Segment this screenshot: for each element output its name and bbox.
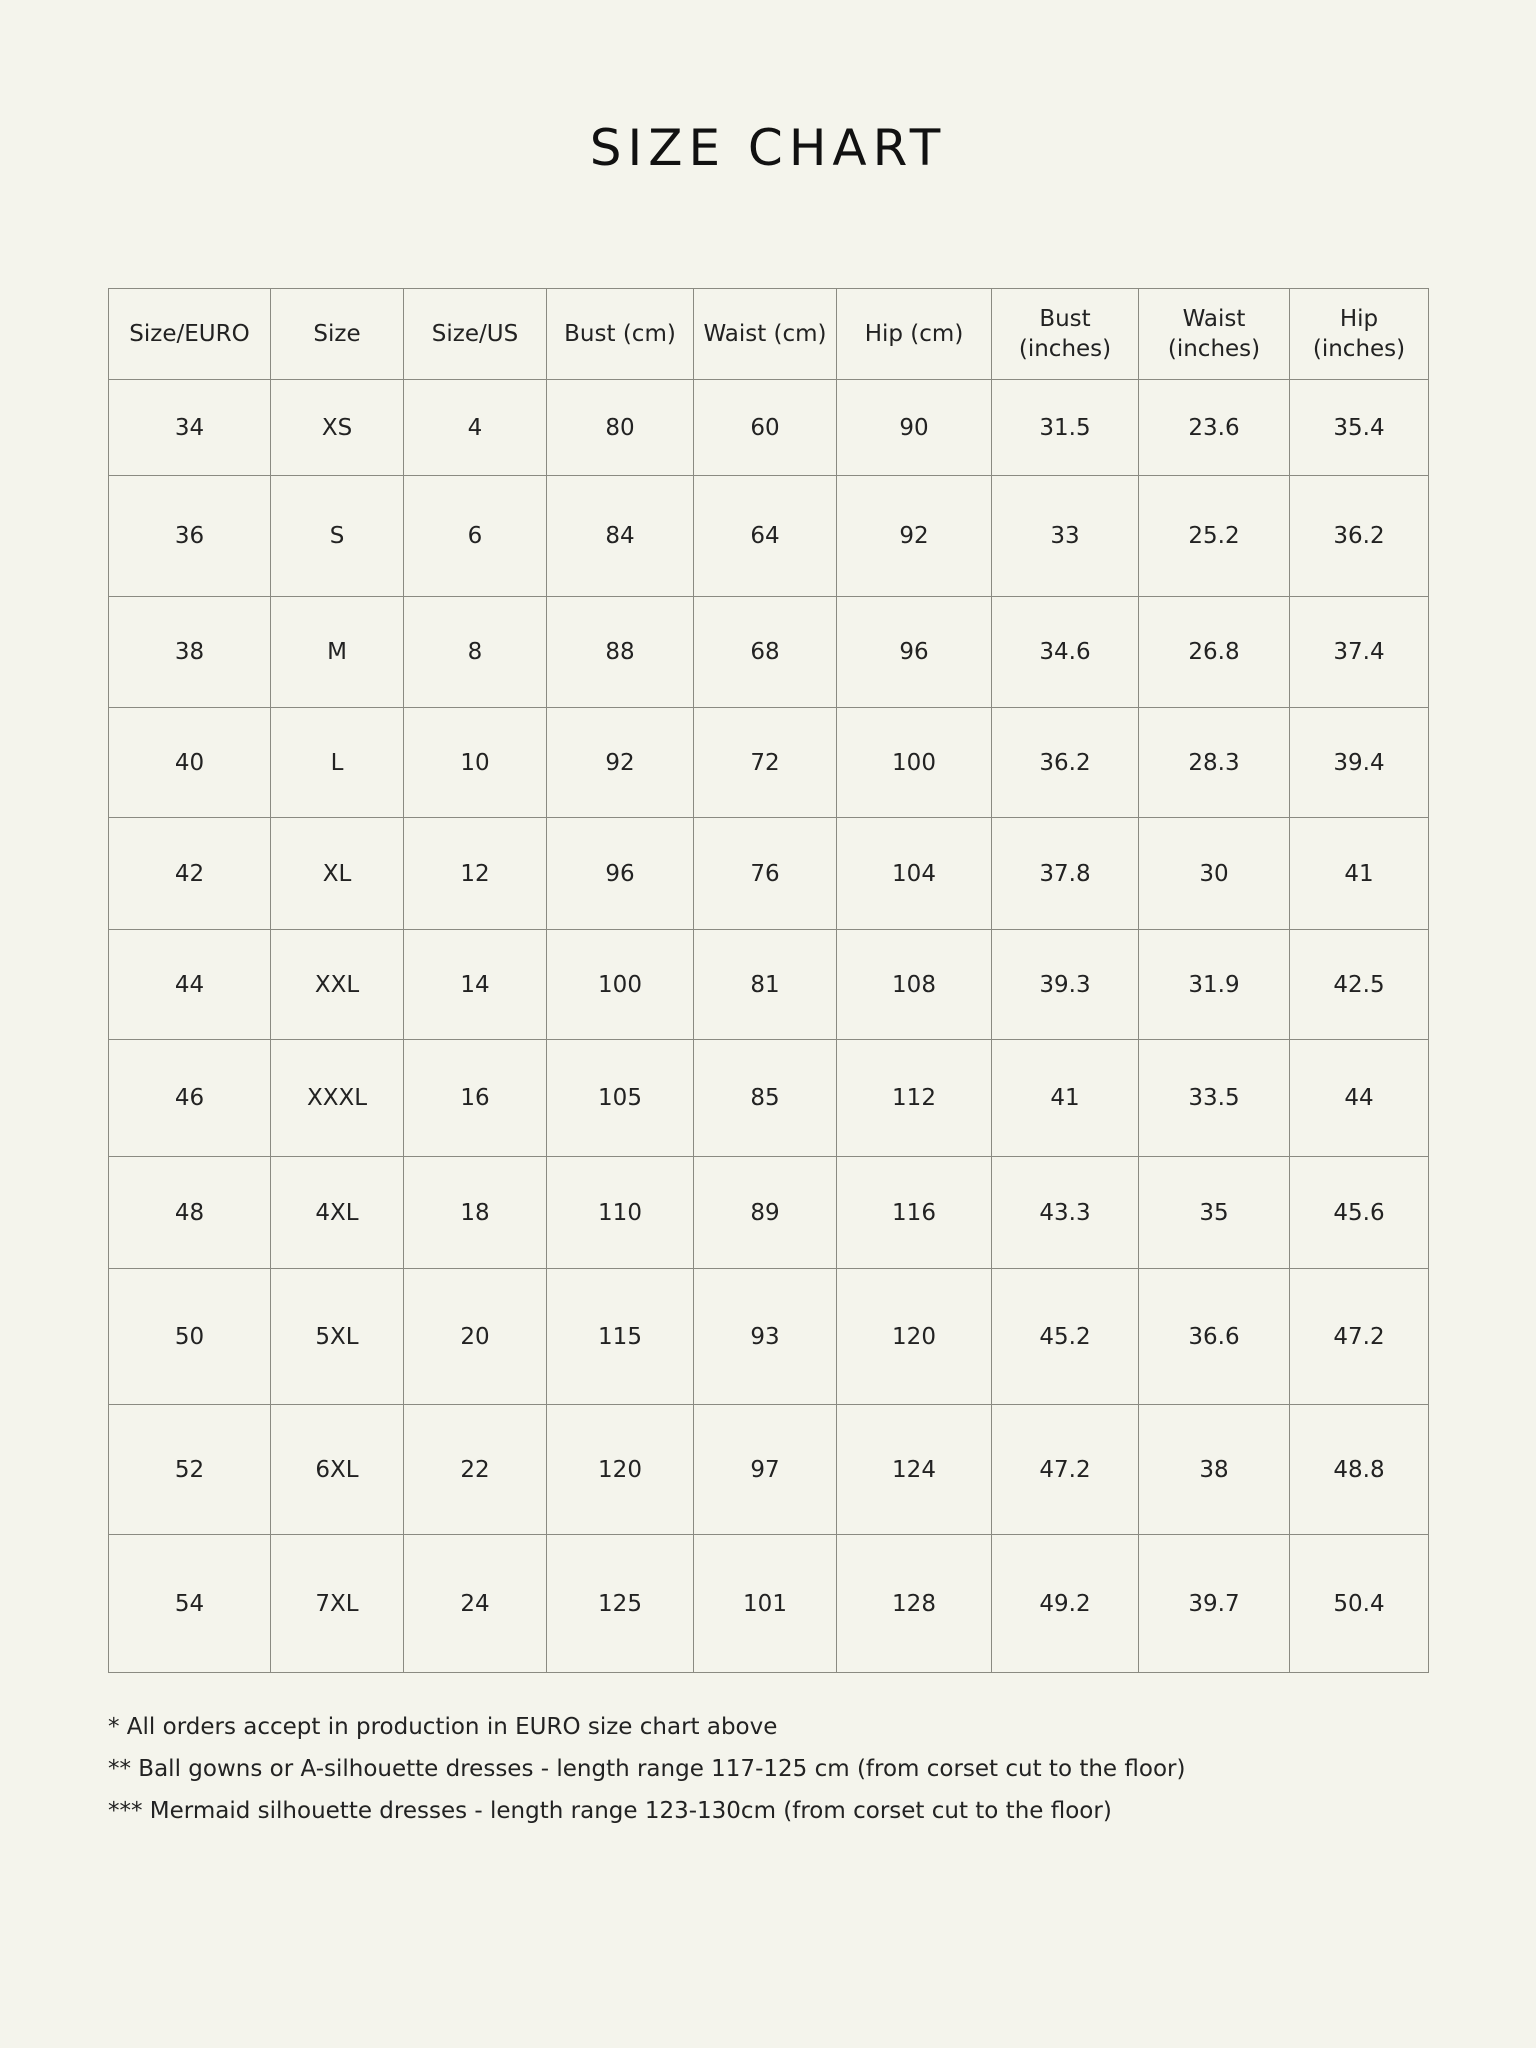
table-row: [109, 597, 1429, 708]
cell-waist-inches: 26.8: [1139, 597, 1290, 708]
cell-bust-inches: 37.8: [992, 818, 1139, 930]
table-row: [109, 1157, 1429, 1269]
cell-bust-inches: 33: [992, 476, 1139, 597]
cell-waist-inches: 23.6: [1139, 380, 1290, 476]
cell-bust-cm: 96: [547, 818, 694, 930]
table-row: [109, 708, 1429, 818]
cell-size: XS: [271, 380, 404, 476]
cell-size-us: 20: [404, 1269, 547, 1405]
cell-size: XL: [271, 818, 404, 930]
cell-size-euro: 46: [109, 1040, 271, 1157]
page-title: SIZE CHART: [589, 119, 947, 177]
cell-hip-cm: 108: [837, 930, 992, 1040]
cell-hip-cm: 104: [837, 818, 992, 930]
cell-waist-cm: 93: [694, 1269, 837, 1405]
cell-size-us: 22: [404, 1405, 547, 1535]
cell-size-us: 6: [404, 476, 547, 597]
cell-waist-inches: 38: [1139, 1405, 1290, 1535]
table-row: [109, 1405, 1429, 1535]
table-row: [109, 818, 1429, 930]
cell-hip-inches: 50.4: [1290, 1535, 1429, 1673]
table-row: [109, 380, 1429, 476]
column-header-bust-inches: Bust (inches): [992, 289, 1139, 380]
cell-size-us: 12: [404, 818, 547, 930]
cell-bust-cm: 80: [547, 380, 694, 476]
cell-hip-inches: 37.4: [1290, 597, 1429, 708]
cell-size-euro: 34: [109, 380, 271, 476]
cell-waist-cm: 76: [694, 818, 837, 930]
cell-hip-cm: 128: [837, 1535, 992, 1673]
cell-waist-inches: 36.6: [1139, 1269, 1290, 1405]
cell-hip-cm: 112: [837, 1040, 992, 1157]
cell-bust-inches: 34.6: [992, 597, 1139, 708]
cell-size: 4XL: [271, 1157, 404, 1269]
cell-waist-inches: 35: [1139, 1157, 1290, 1269]
cell-waist-cm: 97: [694, 1405, 837, 1535]
cell-size-euro: 36: [109, 476, 271, 597]
cell-size-us: 16: [404, 1040, 547, 1157]
cell-hip-inches: 42.5: [1290, 930, 1429, 1040]
cell-bust-inches: 47.2: [992, 1405, 1139, 1535]
cell-hip-inches: 47.2: [1290, 1269, 1429, 1405]
cell-bust-inches: 39.3: [992, 930, 1139, 1040]
cell-bust-inches: 41: [992, 1040, 1139, 1157]
cell-size-euro: 38: [109, 597, 271, 708]
cell-hip-inches: 41: [1290, 818, 1429, 930]
cell-size: L: [271, 708, 404, 818]
cell-bust-cm: 115: [547, 1269, 694, 1405]
cell-size-euro: 44: [109, 930, 271, 1040]
cell-bust-inches: 43.3: [992, 1157, 1139, 1269]
cell-size-euro: 48: [109, 1157, 271, 1269]
cell-hip-cm: 120: [837, 1269, 992, 1405]
cell-waist-inches: 31.9: [1139, 930, 1290, 1040]
footnotes: [108, 1706, 1428, 1832]
column-header-size-us: Size/US: [404, 289, 547, 380]
cell-bust-cm: 110: [547, 1157, 694, 1269]
cell-bust-cm: 120: [547, 1405, 694, 1535]
cell-waist-cm: 81: [694, 930, 837, 1040]
cell-hip-cm: 90: [837, 380, 992, 476]
cell-hip-cm: 124: [837, 1405, 992, 1535]
table-row: [109, 476, 1429, 597]
cell-waist-cm: 60: [694, 380, 837, 476]
cell-size: XXL: [271, 930, 404, 1040]
cell-hip-cm: 100: [837, 708, 992, 818]
cell-bust-cm: 92: [547, 708, 694, 818]
cell-size: 6XL: [271, 1405, 404, 1535]
size-chart-table: [108, 288, 1429, 1673]
cell-waist-cm: 85: [694, 1040, 837, 1157]
column-header-size: Size: [271, 289, 404, 380]
cell-size: 7XL: [271, 1535, 404, 1673]
cell-size-us: 4: [404, 380, 547, 476]
table-row: [109, 1269, 1429, 1405]
cell-size-us: 10: [404, 708, 547, 818]
column-header-bust-cm: Bust (cm): [547, 289, 694, 380]
cell-size: 5XL: [271, 1269, 404, 1405]
cell-size-us: 24: [404, 1535, 547, 1673]
cell-waist-cm: 101: [694, 1535, 837, 1673]
cell-bust-inches: 49.2: [992, 1535, 1139, 1673]
cell-size-euro: 54: [109, 1535, 271, 1673]
footnote-production: * All orders accept in production in EURO size chart above: [108, 1714, 778, 1740]
cell-waist-inches: 33.5: [1139, 1040, 1290, 1157]
cell-size-euro: 40: [109, 708, 271, 818]
cell-hip-cm: 116: [837, 1157, 992, 1269]
cell-waist-cm: 64: [694, 476, 837, 597]
footnote-ball-gown-length: ** Ball gowns or A-silhouette dresses - length range 117-125 cm (from corset cut to the floor): [108, 1756, 1186, 1782]
cell-size-euro: 52: [109, 1405, 271, 1535]
column-header-hip-cm: Hip (cm): [837, 289, 992, 380]
cell-hip-inches: 48.8: [1290, 1405, 1429, 1535]
cell-hip-cm: 92: [837, 476, 992, 597]
cell-bust-inches: 45.2: [992, 1269, 1139, 1405]
table-row: [109, 1040, 1429, 1157]
cell-waist-inches: 25.2: [1139, 476, 1290, 597]
cell-size: XXXL: [271, 1040, 404, 1157]
column-header-size-euro: Size/EURO: [109, 289, 271, 380]
cell-hip-cm: 96: [837, 597, 992, 708]
cell-waist-inches: 28.3: [1139, 708, 1290, 818]
cell-waist-cm: 68: [694, 597, 837, 708]
cell-hip-inches: 39.4: [1290, 708, 1429, 818]
cell-bust-cm: 105: [547, 1040, 694, 1157]
cell-bust-cm: 100: [547, 930, 694, 1040]
cell-bust-inches: 36.2: [992, 708, 1139, 818]
cell-size-us: 14: [404, 930, 547, 1040]
column-header-waist-inches: Waist (inches): [1139, 289, 1290, 380]
cell-waist-cm: 89: [694, 1157, 837, 1269]
footnote-mermaid-length: *** Mermaid silhouette dresses - length range 123-130cm (from corset cut to the floor): [108, 1798, 1112, 1824]
cell-bust-cm: 88: [547, 597, 694, 708]
cell-bust-cm: 125: [547, 1535, 694, 1673]
cell-size-us: 18: [404, 1157, 547, 1269]
table-header-row: [109, 289, 1429, 380]
cell-hip-inches: 35.4: [1290, 380, 1429, 476]
cell-waist-cm: 72: [694, 708, 837, 818]
cell-hip-inches: 45.6: [1290, 1157, 1429, 1269]
cell-hip-inches: 36.2: [1290, 476, 1429, 597]
column-header-hip-inches: Hip (inches): [1290, 289, 1429, 380]
cell-size-euro: 42: [109, 818, 271, 930]
cell-size-euro: 50: [109, 1269, 271, 1405]
cell-bust-inches: 31.5: [992, 380, 1139, 476]
column-header-waist-cm: Waist (cm): [694, 289, 837, 380]
cell-waist-inches: 30: [1139, 818, 1290, 930]
cell-size-us: 8: [404, 597, 547, 708]
cell-size: M: [271, 597, 404, 708]
cell-bust-cm: 84: [547, 476, 694, 597]
cell-size: S: [271, 476, 404, 597]
cell-waist-inches: 39.7: [1139, 1535, 1290, 1673]
cell-hip-inches: 44: [1290, 1040, 1429, 1157]
table-row: [109, 1535, 1429, 1673]
table-body: [109, 380, 1429, 1673]
table-row: [109, 930, 1429, 1040]
